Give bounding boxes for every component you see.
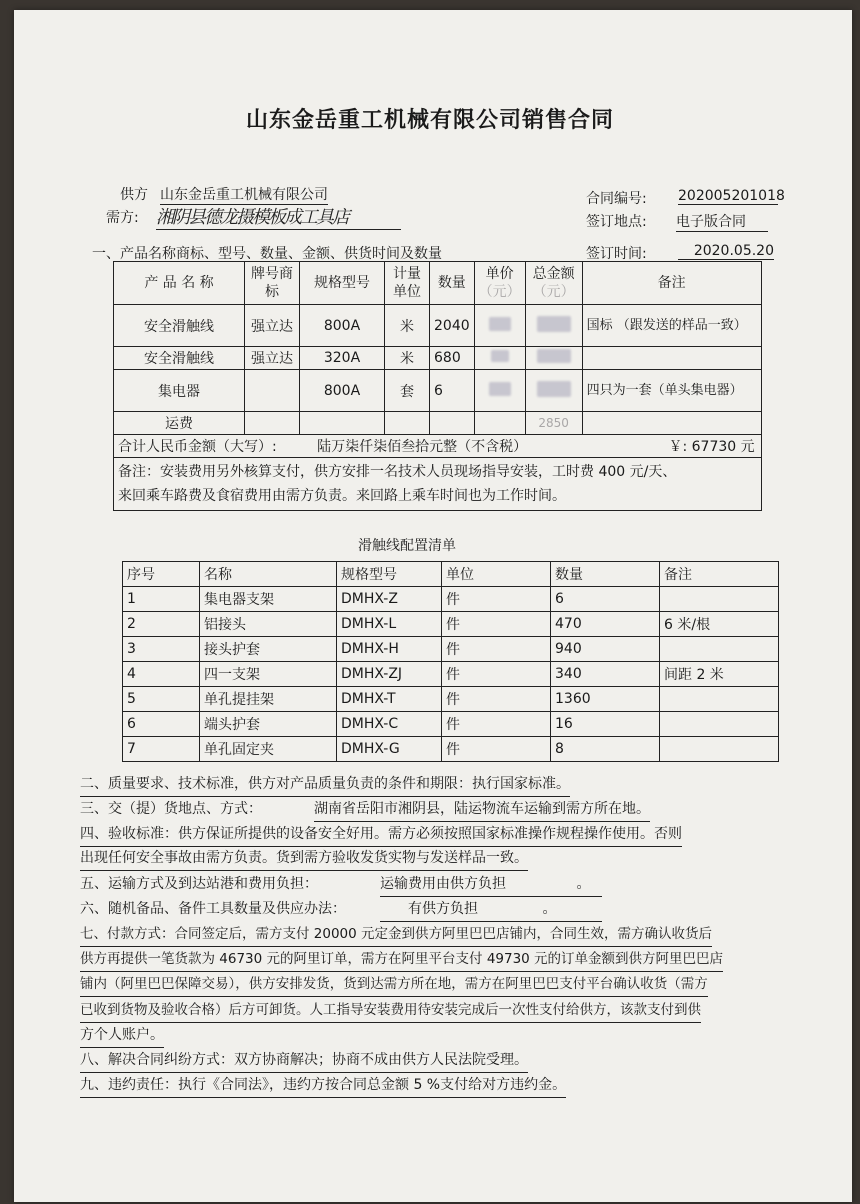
note-line2: 来回乘车路费及食宿费用由需方负责。来回路上乘车时间也为工作时间。 bbox=[118, 488, 566, 504]
section1-heading: 一、产品名称商标、型号、数量、金额、供货时间及数量 bbox=[92, 246, 442, 262]
product-table-header bbox=[114, 262, 762, 305]
config-cell: DMHX-H bbox=[337, 637, 442, 662]
config-cell: DMHX-T bbox=[337, 687, 442, 712]
product-total-redacted bbox=[525, 370, 582, 412]
product-total-redacted bbox=[525, 347, 582, 370]
product-remark: 四只为一套（单头集电器） bbox=[582, 370, 761, 412]
product-qty: 680 bbox=[430, 347, 475, 370]
config-cell: 340 bbox=[551, 662, 660, 687]
config-cell: DMHX-C bbox=[337, 712, 442, 737]
product-name: 集电器 bbox=[114, 370, 245, 412]
clause-5-value bbox=[380, 872, 602, 897]
product-row bbox=[114, 347, 762, 370]
config-row bbox=[123, 587, 779, 612]
product-unit: 套 bbox=[385, 370, 430, 412]
config-cell: 3 bbox=[123, 637, 200, 662]
product-price-redacted bbox=[474, 370, 525, 412]
config-row bbox=[123, 687, 779, 712]
total-cell bbox=[114, 435, 762, 458]
note-line1: 备注：安装费用另外核算支付，供方安排一名技术人员现场指导安装，工时费 400 元/天、 bbox=[118, 464, 677, 480]
config-header-cell: 备注 bbox=[660, 562, 779, 587]
note-row bbox=[114, 458, 762, 511]
config-cell: 16 bbox=[551, 712, 660, 737]
config-cell: DMHX-G bbox=[337, 737, 442, 762]
config-row bbox=[123, 712, 779, 737]
config-header-cell: 名称 bbox=[200, 562, 337, 587]
total-row bbox=[114, 435, 762, 458]
config-cell: 6 bbox=[551, 587, 660, 612]
config-cell: 6 bbox=[123, 712, 200, 737]
config-cell: 4 bbox=[123, 662, 200, 687]
config-cell bbox=[660, 587, 779, 612]
config-cell: 5 bbox=[123, 687, 200, 712]
buyer-handwritten-signature: 湘阴县德龙摄模板成工具店 bbox=[156, 203, 401, 230]
config-cell: 件 bbox=[442, 662, 551, 687]
product-brand bbox=[245, 370, 300, 412]
config-cell: 端头护套 bbox=[200, 712, 337, 737]
product-remark: 国标 （跟发送的样品一致） bbox=[582, 305, 761, 347]
product-name: 安全滑触线 bbox=[114, 305, 245, 347]
clause-8: 八、解决合同纠纷方式：双方协商解决；协商不成由供方人民法院受理。 bbox=[80, 1048, 528, 1073]
product-remark bbox=[582, 347, 761, 370]
config-cell: 件 bbox=[442, 637, 551, 662]
clause-2: 二、质量要求、技术标准，供方对产品质量负责的条件和期限：执行国家标准。 bbox=[80, 772, 570, 797]
clause-6-label: 六、随机备品、备件工具数量及供应办法： bbox=[80, 901, 346, 917]
clause-7-line5: 方个人账户。 bbox=[80, 1023, 164, 1048]
note-cell bbox=[114, 458, 762, 511]
product-name: 运费 bbox=[114, 412, 245, 435]
col-price-header bbox=[474, 262, 525, 305]
clause-7-line2: 供方再提供一笔货款为 46730 元的阿里订单，需方在阿里平台支付 49730 元的订单金额到供方阿里巴巴店 bbox=[80, 947, 723, 972]
clause-7-line1: 七、付款方式：合同签定后，需方支付 20000 元定金到供方阿里巴巴店铺内，合同生效，需方确认收货后 bbox=[80, 922, 712, 947]
contract-no-value: 202005201018 bbox=[678, 188, 785, 204]
config-header-cell: 数量 bbox=[551, 562, 660, 587]
col-total-header bbox=[525, 262, 582, 305]
col-unit-header: 计量单位 bbox=[385, 262, 430, 305]
config-header-cell: 单位 bbox=[442, 562, 551, 587]
sign-time-value: 2020.05.20 bbox=[678, 243, 774, 260]
config-cell: 四一支架 bbox=[200, 662, 337, 687]
product-brand: 强立达 bbox=[245, 347, 300, 370]
clause-3-label: 三、交（提）货地点、方式： bbox=[80, 801, 262, 817]
config-cell: 8 bbox=[551, 737, 660, 762]
config-cell bbox=[660, 637, 779, 662]
col-name-header: 产 品 名 称 bbox=[114, 262, 245, 305]
product-unit bbox=[385, 412, 430, 435]
product-brand: 强立达 bbox=[245, 305, 300, 347]
config-row bbox=[123, 737, 779, 762]
config-row bbox=[123, 662, 779, 687]
config-cell: 件 bbox=[442, 587, 551, 612]
config-cell: DMHX-L bbox=[337, 612, 442, 637]
supplier-label: 供方 bbox=[120, 187, 148, 203]
clause-4-line2: 出现任何安全事故由需方负责。货到需方验收发货实物与发送样品一致。 bbox=[80, 846, 528, 871]
config-cell: 1360 bbox=[551, 687, 660, 712]
clause-7-line3: 铺内（阿里巴巴保障交易），供方安排发货，货到达需方所在地，需方在阿里巴巴支付平台确认收货（需方 bbox=[80, 972, 708, 997]
config-cell: 件 bbox=[442, 737, 551, 762]
product-unit: 米 bbox=[385, 305, 430, 347]
config-cell bbox=[660, 712, 779, 737]
product-qty: 6 bbox=[430, 370, 475, 412]
product-total: 2850 bbox=[525, 412, 582, 435]
clause-6-end: 。 bbox=[542, 901, 557, 917]
total-figure: ￥: 67730 元 bbox=[668, 439, 755, 455]
config-row bbox=[123, 612, 779, 637]
clause-5-label: 五、运输方式及到达站港和费用负担： bbox=[80, 876, 318, 892]
price-header-line1: 单价 bbox=[485, 266, 514, 282]
product-unit: 米 bbox=[385, 347, 430, 370]
config-table bbox=[122, 561, 779, 762]
col-qty-header: 数量 bbox=[430, 262, 475, 305]
product-table bbox=[113, 261, 762, 511]
product-qty bbox=[430, 412, 475, 435]
clause-6-text: 有供方负担 bbox=[408, 901, 478, 917]
product-total-redacted bbox=[525, 305, 582, 347]
product-row bbox=[114, 305, 762, 347]
clause-4-line1: 四、验收标准：供方保证所提供的设备安全好用。需方必须按照国家标准操作规程操作使用。否则 bbox=[80, 822, 682, 847]
config-cell: 1 bbox=[123, 587, 200, 612]
clause-3-value: 湖南省岳阳市湘阴县，陆运物流车运输到需方所在地。 bbox=[314, 797, 650, 822]
config-cell: DMHX-ZJ bbox=[337, 662, 442, 687]
config-cell: 6 米/根 bbox=[660, 612, 779, 637]
product-spec: 800A bbox=[300, 370, 385, 412]
product-row bbox=[114, 412, 762, 435]
config-cell: 铝接头 bbox=[200, 612, 337, 637]
config-cell: 470 bbox=[551, 612, 660, 637]
config-cell: 件 bbox=[442, 612, 551, 637]
sign-time-label: 签订时间: bbox=[586, 246, 647, 262]
clause-6-value bbox=[380, 897, 602, 922]
clause-5-text: 运输费用由供方负担 bbox=[380, 876, 506, 892]
sign-place-value: 电子版合同 bbox=[676, 211, 768, 232]
config-cell: DMHX-Z bbox=[337, 587, 442, 612]
product-name: 安全滑触线 bbox=[114, 347, 245, 370]
config-cell bbox=[660, 737, 779, 762]
config-cell: 件 bbox=[442, 712, 551, 737]
product-price-redacted bbox=[474, 305, 525, 347]
config-cell: 件 bbox=[442, 687, 551, 712]
col-spec-header: 规格型号 bbox=[300, 262, 385, 305]
config-cell: 集电器支架 bbox=[200, 587, 337, 612]
config-cell bbox=[660, 687, 779, 712]
clause-9: 九、违约责任：执行《合同法》，违约方按合同总金额 5 %支付给对方违约金。 bbox=[80, 1073, 566, 1098]
contract-title: 山东金岳重工机械有限公司销售合同 bbox=[245, 108, 614, 133]
config-cell: 单孔固定夹 bbox=[200, 737, 337, 762]
product-remark bbox=[582, 412, 761, 435]
product-qty: 2040 bbox=[430, 305, 475, 347]
product-row bbox=[114, 370, 762, 412]
product-price-redacted bbox=[474, 347, 525, 370]
total-words: 陆万柒仟柒佰叁拾元整（不含税） bbox=[317, 439, 528, 455]
config-title: 滑触线配置清单 bbox=[358, 538, 456, 554]
product-spec: 800A bbox=[300, 305, 385, 347]
product-price-redacted bbox=[474, 412, 525, 435]
total-header-line1: 总金额 bbox=[532, 266, 575, 282]
config-cell: 2 bbox=[123, 612, 200, 637]
sign-place-label: 签订地点: bbox=[586, 214, 647, 230]
col-brand-header: 牌号商标 bbox=[245, 262, 300, 305]
clause-7-line4: 已收到货物及验收合格）后方可卸货。人工指导安装费用待安装完成后一次性支付给供方，该款支付到供 bbox=[80, 998, 701, 1023]
product-brand bbox=[245, 412, 300, 435]
total-label: 合计人民币金额（大写）: bbox=[118, 439, 277, 455]
product-spec: 320A bbox=[300, 347, 385, 370]
price-header-line2: （元） bbox=[478, 284, 521, 300]
config-header-cell: 序号 bbox=[123, 562, 200, 587]
config-cell: 间距 2 米 bbox=[660, 662, 779, 687]
config-cell: 940 bbox=[551, 637, 660, 662]
clause-5-end: 。 bbox=[576, 876, 591, 892]
col-remark-header: 备注 bbox=[582, 262, 761, 305]
config-table-header bbox=[123, 562, 779, 587]
buyer-label: 需方: bbox=[106, 210, 139, 226]
config-header-cell: 规格型号 bbox=[337, 562, 442, 587]
config-cell: 单孔提挂架 bbox=[200, 687, 337, 712]
config-row bbox=[123, 637, 779, 662]
config-cell: 7 bbox=[123, 737, 200, 762]
total-header-line2: （元） bbox=[532, 284, 575, 300]
contract-no-label: 合同编号: bbox=[586, 191, 647, 207]
supplier-value: 山东金岳重工机械有限公司 bbox=[160, 184, 328, 205]
product-spec bbox=[300, 412, 385, 435]
config-cell: 接头护套 bbox=[200, 637, 337, 662]
